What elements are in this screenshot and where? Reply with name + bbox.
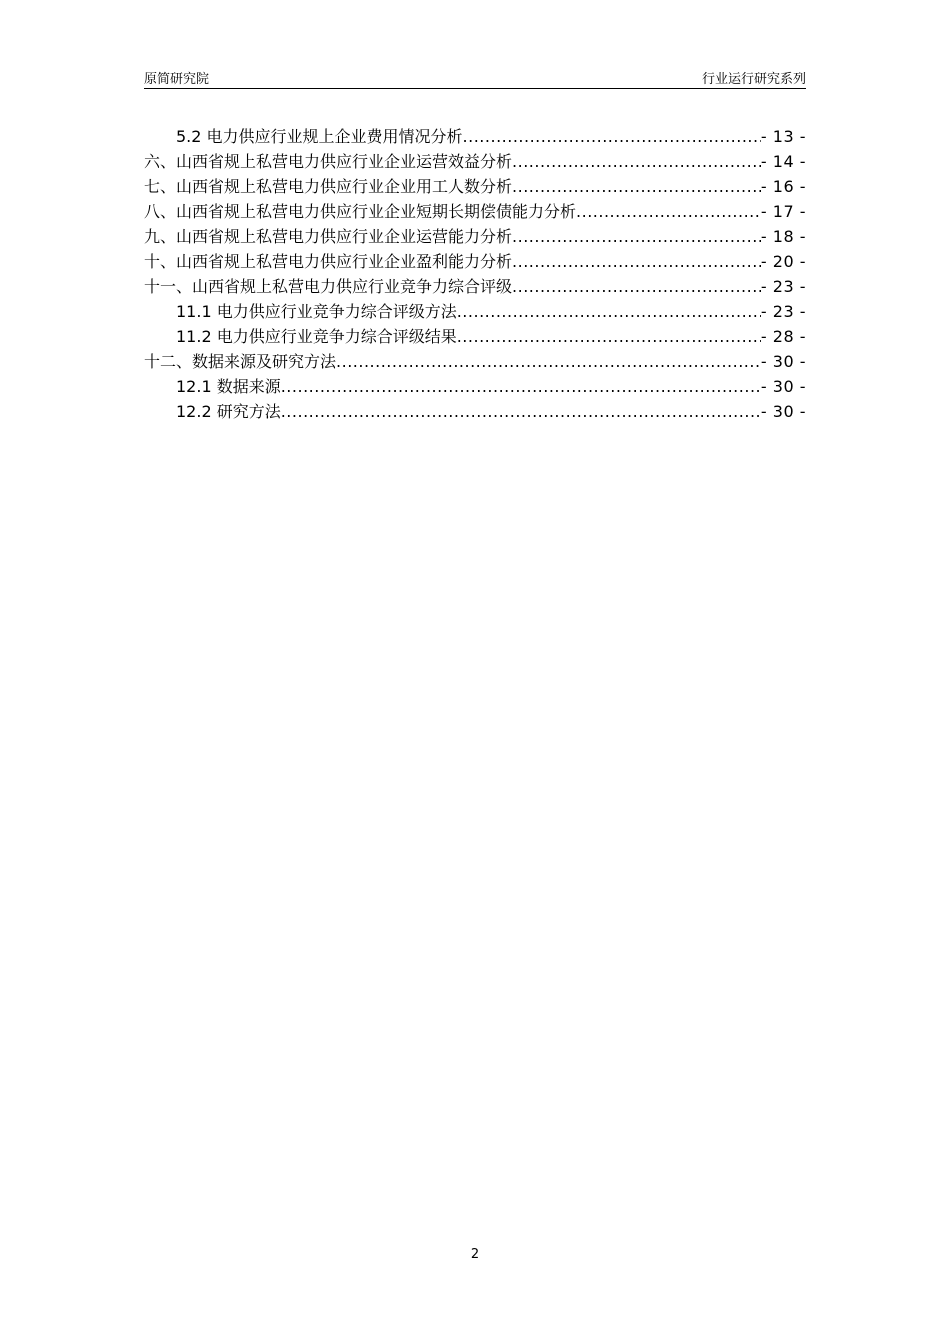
toc-entry[interactable] [144,299,806,324]
toc-entry[interactable] [144,174,806,199]
toc-entry-title: 11.1 电力供应行业竞争力综合评级方法 [176,302,457,321]
toc-leader-dots [512,174,761,199]
toc-leader-dots [512,149,761,174]
toc-entry-title: 十一、山西省规上私营电力供应行业竞争力综合评级 [144,277,513,296]
toc-leader-dots [463,124,761,149]
toc-entry[interactable] [144,374,806,399]
toc-entry[interactable] [144,149,806,174]
toc-entry[interactable] [144,224,806,249]
toc-entry[interactable] [144,124,806,149]
toc-entry-title: 十、山西省规上私营电力供应行业企业盈利能力分析 [144,252,513,271]
toc-entry[interactable] [144,399,806,424]
toc-entry-title: 九、山西省规上私营电力供应行业企业运营能力分析 [144,227,513,246]
toc-entry-page: - 17 - [760,202,806,221]
toc-entry-title: 六、山西省规上私营电力供应行业企业运营效益分析 [144,152,513,171]
toc-entry-page: - 14 - [760,152,806,171]
page-header [144,68,806,89]
toc-entry-page: - 28 - [760,327,806,346]
toc-entry-title: 七、山西省规上私营电力供应行业企业用工人数分析 [144,177,513,196]
toc-entry-page: - 30 - [760,402,806,421]
table-of-contents [144,124,806,424]
page-number: 2 [470,1247,480,1262]
toc-leader-dots [512,249,761,274]
toc-entry-title: 八、山西省规上私营电力供应行业企业短期长期偿债能力分析 [144,202,577,221]
toc-entry-title: 12.2 研究方法 [176,402,281,421]
toc-entry-page: - 20 - [760,252,806,271]
toc-leader-dots [336,349,761,374]
toc-entry-title: 11.2 电力供应行业竞争力综合评级结果 [176,327,457,346]
toc-leader-dots [576,199,761,224]
header-org-name: 原简研究院 [144,72,210,87]
toc-entry-page: - 23 - [760,302,806,321]
toc-entry-page: - 23 - [760,277,806,296]
toc-entry[interactable] [144,324,806,349]
toc-leader-dots [457,324,761,349]
toc-entry-title: 5.2 电力供应行业规上企业费用情况分析 [176,127,463,146]
toc-leader-dots [281,374,761,399]
toc-entry[interactable] [144,199,806,224]
toc-entry[interactable] [144,349,806,374]
toc-entry-page: - 30 - [760,377,806,396]
toc-entry-page: - 18 - [760,227,806,246]
toc-entry[interactable] [144,249,806,274]
toc-leader-dots [512,224,761,249]
toc-entry-title: 12.1 数据来源 [176,377,281,396]
toc-leader-dots [457,299,761,324]
toc-leader-dots [281,399,761,424]
toc-entry-page: - 30 - [760,352,806,371]
toc-entry-title: 十二、数据来源及研究方法 [144,352,337,371]
header-series-name: 行业运行研究系列 [701,72,806,87]
toc-leader-dots [512,274,761,299]
toc-entry[interactable] [144,274,806,299]
toc-entry-page: - 13 - [760,127,806,146]
toc-entry-page: - 16 - [760,177,806,196]
